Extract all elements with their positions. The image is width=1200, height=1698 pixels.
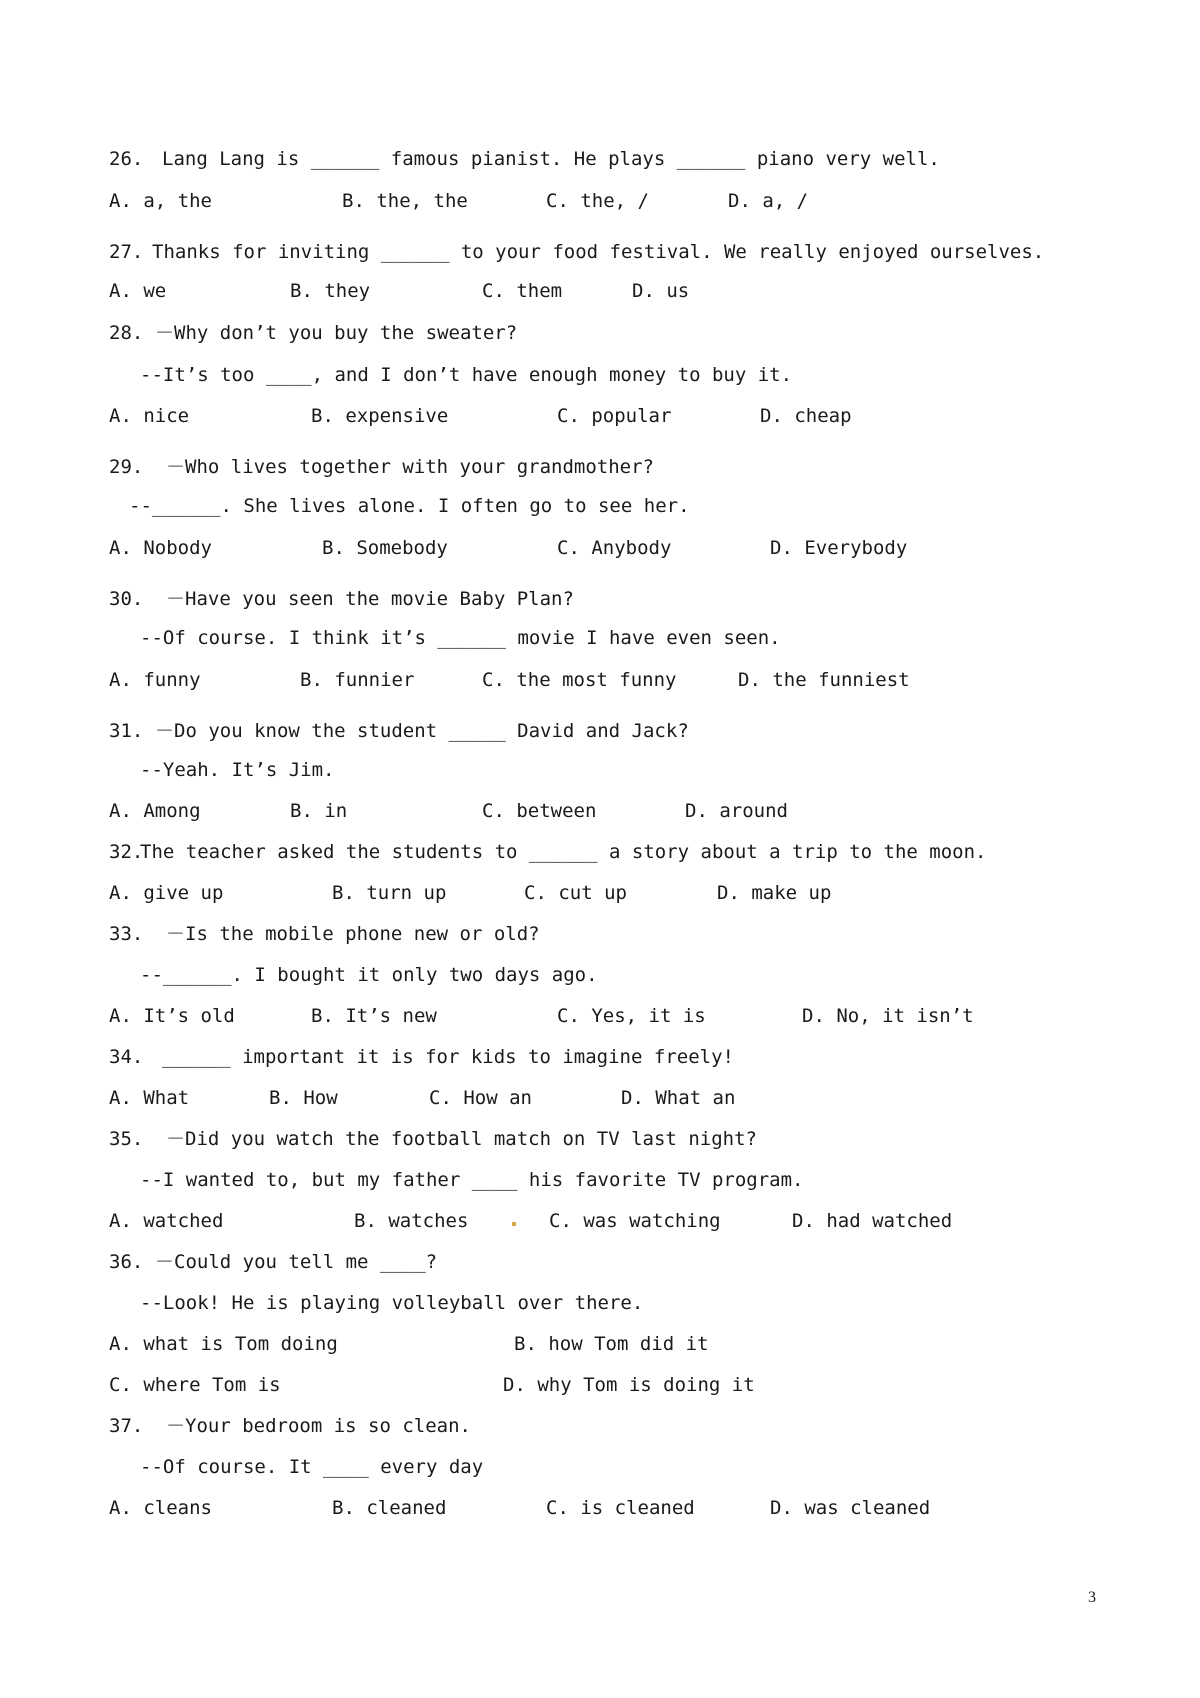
question-37-option-a: A. cleans bbox=[109, 1497, 212, 1519]
question-32-option-a: A. give up bbox=[109, 882, 224, 904]
question-29-option-a: A. Nobody bbox=[109, 537, 212, 559]
question-36-number: 36. bbox=[109, 1251, 144, 1273]
question-28-option-b: B. expensive bbox=[311, 405, 449, 427]
question-28-option-d: D. cheap bbox=[760, 405, 852, 427]
question-29-option-c: C. Anybody bbox=[557, 537, 672, 559]
question-29-reply: --______. She lives alone. I often go to see her. bbox=[129, 495, 690, 517]
question-33-option-b: B. It’s new bbox=[311, 1005, 437, 1027]
question-34-option-c: C. How an bbox=[429, 1087, 532, 1109]
question-28-stem: －Why don’t you buy the sweater? bbox=[155, 322, 518, 344]
question-35-option-a: A. watched bbox=[109, 1210, 224, 1232]
question-34-option-d: D. What an bbox=[621, 1087, 736, 1109]
question-29-stem: －Who lives together with your grandmother? bbox=[166, 456, 654, 478]
question-31-option-b: B. in bbox=[290, 800, 348, 822]
question-31-option-a: A. Among bbox=[109, 800, 201, 822]
question-35-option-d: D. had watched bbox=[792, 1210, 953, 1232]
question-37-reply: --Of course. It ____ every day bbox=[140, 1456, 484, 1478]
question-34-option-b: B. How bbox=[269, 1087, 338, 1109]
question-28-option-a: A. nice bbox=[109, 405, 190, 427]
question-32-option-c: C. cut up bbox=[524, 882, 627, 904]
question-37-stem: －Your bedroom is so clean. bbox=[166, 1415, 471, 1437]
question-27-stem: Thanks for inviting ______ to your food festival. We really enjoyed ourselves. bbox=[152, 241, 1045, 263]
question-35-stem: －Did you watch the football match on TV last night? bbox=[166, 1128, 757, 1150]
question-37-option-c: C. is cleaned bbox=[546, 1497, 695, 1519]
question-28-option-c: C. popular bbox=[557, 405, 672, 427]
question-36-option-b: B. how Tom did it bbox=[514, 1333, 709, 1355]
question-36-reply: --Look! He is playing volleyball over there. bbox=[140, 1292, 644, 1314]
question-31-option-c: C. between bbox=[482, 800, 597, 822]
page-number: 3 bbox=[1088, 1589, 1096, 1606]
question-36-option-c: C. where Tom is bbox=[109, 1374, 281, 1396]
question-31-reply: --Yeah. It’s Jim. bbox=[140, 759, 335, 781]
question-33-option-d: D. No, it isn’t bbox=[802, 1005, 974, 1027]
question-26-stem: Lang Lang is ______ famous pianist. He plays ______ piano very well. bbox=[162, 148, 940, 170]
question-34-number: 34. bbox=[109, 1046, 144, 1068]
question-30-option-a: A. funny bbox=[109, 669, 201, 691]
question-36-option-a: A. what is Tom doing bbox=[109, 1333, 338, 1355]
question-37-option-b: B. cleaned bbox=[332, 1497, 447, 1519]
question-26-option-b: B. the, the bbox=[342, 190, 468, 212]
question-27-number: 27. bbox=[109, 241, 144, 263]
question-31-stem: －Do you know the student _____ David and Jack? bbox=[155, 720, 689, 742]
question-33-number: 33. bbox=[109, 923, 144, 945]
question-29-option-d: D. Everybody bbox=[770, 537, 908, 559]
question-33-reply: --______. I bought it only two days ago. bbox=[140, 964, 598, 986]
stray-dot-mark bbox=[512, 1222, 516, 1226]
question-36-stem: －Could you tell me ____? bbox=[155, 1251, 438, 1273]
question-33-option-c: C. Yes, it is bbox=[557, 1005, 706, 1027]
question-27-option-a: A. we bbox=[109, 280, 167, 302]
question-31-number: 31. bbox=[109, 720, 144, 742]
question-27-option-c: C. them bbox=[482, 280, 563, 302]
question-36-option-d: D. why Tom is doing it bbox=[503, 1374, 755, 1396]
question-32-option-d: D. make up bbox=[717, 882, 832, 904]
question-30-number: 30. bbox=[109, 588, 144, 610]
question-30-option-d: D. the funniest bbox=[738, 669, 910, 691]
question-31-option-d: D. around bbox=[685, 800, 788, 822]
question-30-reply: --Of course. I think it’s ______ movie I have even seen. bbox=[140, 627, 781, 649]
question-29-option-b: B. Somebody bbox=[322, 537, 448, 559]
question-26-option-a: A. a, the bbox=[109, 190, 212, 212]
question-26-number: 26. bbox=[109, 148, 144, 170]
question-35-option-c: C. was watching bbox=[549, 1210, 721, 1232]
question-35-option-b: B. watches bbox=[354, 1210, 469, 1232]
question-37-option-d: D. was cleaned bbox=[770, 1497, 931, 1519]
question-26-option-c: C. the, / bbox=[546, 190, 649, 212]
question-27-option-d: D. us bbox=[632, 280, 690, 302]
question-27-option-b: B. they bbox=[290, 280, 371, 302]
question-33-option-a: A. It’s old bbox=[109, 1005, 235, 1027]
question-29-number: 29. bbox=[109, 456, 144, 478]
question-35-reply: --I wanted to, but my father ____ his favorite TV program. bbox=[140, 1169, 804, 1191]
question-28-number: 28. bbox=[109, 322, 144, 344]
question-34-option-a: A. What bbox=[109, 1087, 190, 1109]
question-37-number: 37. bbox=[109, 1415, 144, 1437]
question-35-number: 35. bbox=[109, 1128, 144, 1150]
question-34-stem: ______ important it is for kids to imagine freely! bbox=[162, 1046, 734, 1068]
question-32-number: 32. bbox=[109, 841, 144, 863]
question-26-option-d: D. a, / bbox=[728, 190, 809, 212]
question-30-option-b: B. funnier bbox=[300, 669, 415, 691]
question-32-option-b: B. turn up bbox=[332, 882, 447, 904]
question-32-stem: The teacher asked the students to ______ a story about a trip to the moon. bbox=[140, 841, 987, 863]
question-28-reply: --It’s too ____, and I don’t have enough money to buy it. bbox=[140, 364, 793, 386]
question-30-stem: －Have you seen the movie Baby Plan? bbox=[166, 588, 574, 610]
question-33-stem: －Is the mobile phone new or old? bbox=[166, 923, 540, 945]
question-30-option-c: C. the most funny bbox=[482, 669, 677, 691]
